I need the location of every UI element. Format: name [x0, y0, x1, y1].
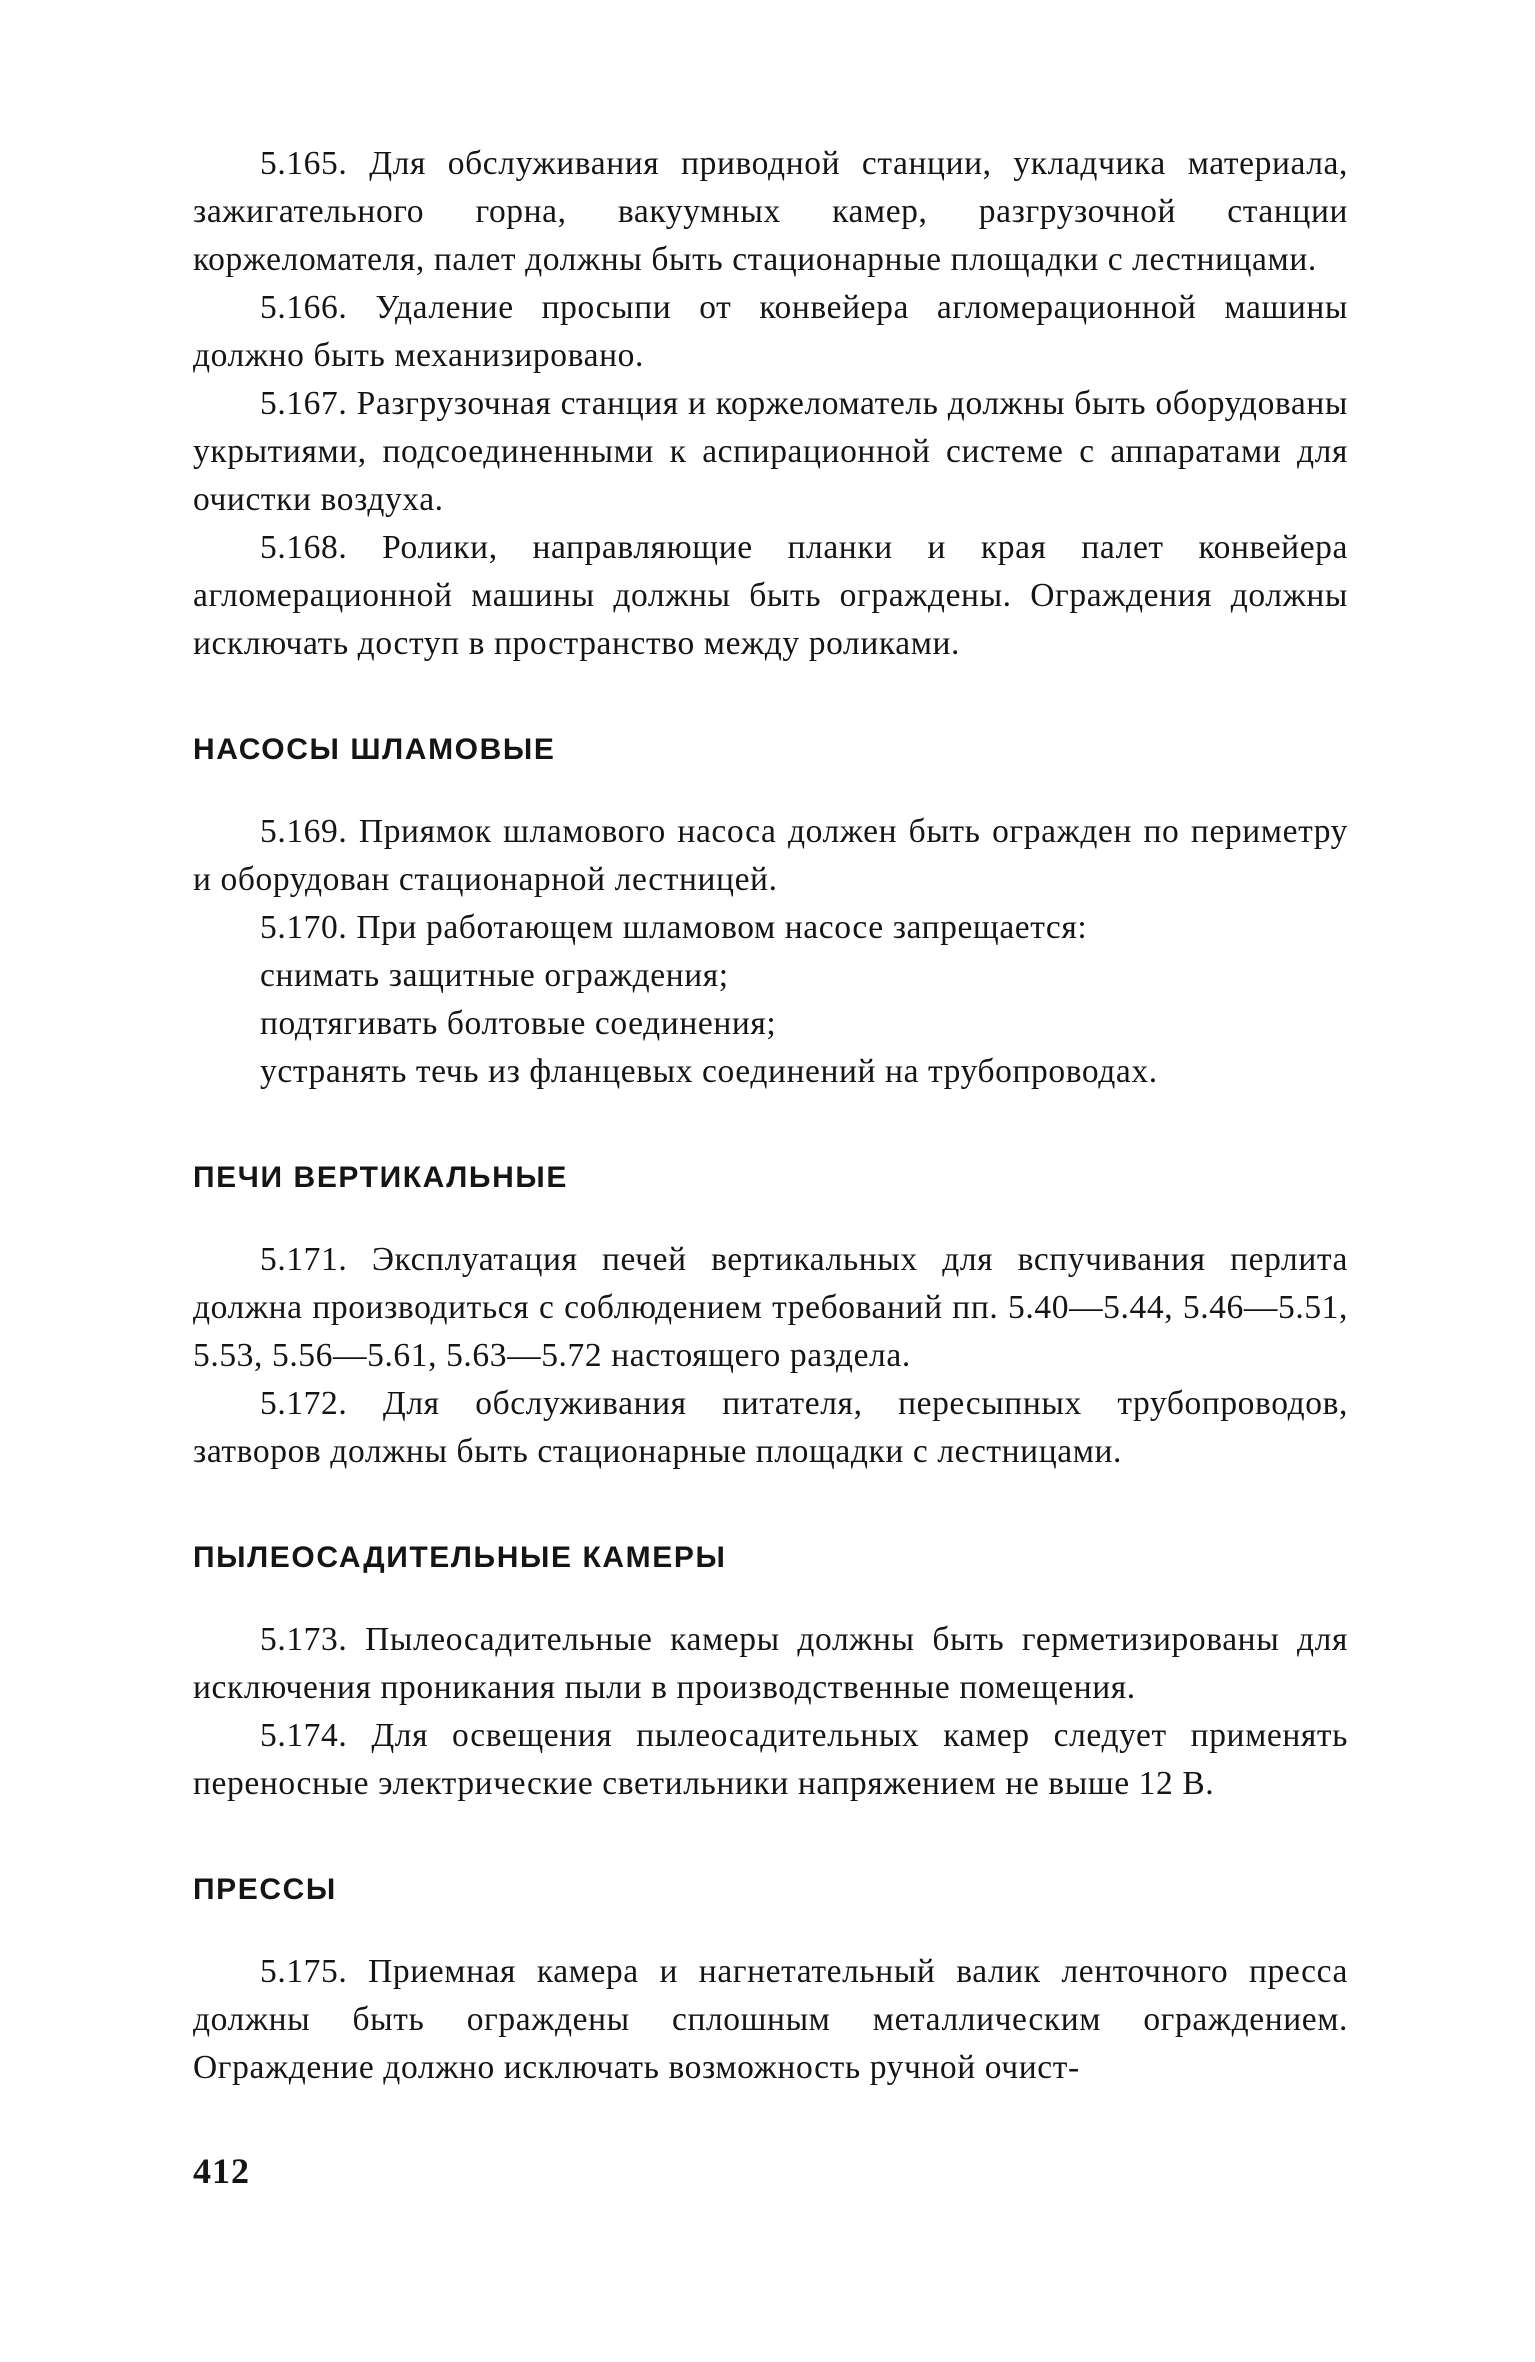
paragraph-number: 5.174.	[260, 1717, 348, 1754]
paragraph-number: 5.168.	[260, 529, 348, 566]
paragraph-text: Пылеосадительные камеры должны быть герметизированы для исключения проникания пыли в производственные помещения.	[193, 1621, 1348, 1706]
paragraph-text: При работающем шламовом насосе запрещается:	[356, 909, 1088, 946]
paragraph-number: 5.167.	[260, 385, 348, 422]
paragraph-5-171	[193, 1236, 1348, 1380]
section-heading-furnaces: ПЕЧИ ВЕРТИКАЛЬНЫЕ	[193, 1161, 568, 1194]
paragraph-number: 5.165.	[260, 145, 348, 182]
paragraph-number: 5.170.	[260, 909, 348, 946]
section-heading-dust-chambers: ПЫЛЕОСАДИТЕЛЬНЫЕ КАМЕРЫ	[193, 1541, 727, 1574]
paragraph-text: Приямок шламового насоса должен быть огражден по периметру и оборудован стационарной лестницей.	[193, 813, 1348, 898]
page-number: 412	[193, 2151, 250, 2191]
paragraph-number: 5.173.	[260, 1621, 348, 1658]
paragraph-text: Для обслуживания питателя, пересыпных трубопроводов, затворов должны быть стационарные площадки с лестницами.	[193, 1385, 1348, 1470]
section-heading-pumps: НАСОСЫ ШЛАМОВЫЕ	[193, 733, 556, 766]
list-item: устранять течь из фланцевых соединений на трубопроводах.	[260, 1053, 1158, 1090]
paragraph-5-166	[193, 284, 1348, 380]
paragraph-5-173	[193, 1616, 1348, 1712]
paragraph-number: 5.166.	[260, 289, 348, 326]
paragraph-text: Разгрузочная станция и коржеломатель должны быть оборудованы укрытиями, подсоединенными к аспирационной системе с аппаратами для очистки воздуха.	[193, 385, 1349, 518]
paragraph-text: Эксплуатация печей вертикальных для вспучивания перлита должна производиться с соблюдением требований пп. 5.40—5.44, 5.46—5.51, 5.53, 5.56—5.61, 5.63—5.72 настоящего раздела.	[193, 1241, 1348, 1374]
paragraph-number: 5.172.	[260, 1385, 348, 1422]
paragraph-number: 5.171.	[260, 1241, 348, 1278]
paragraph-text: Приемная камера и нагнетательный валик ленточного пресса должны быть ограждены сплошным металлическим ограждением. Ограждение должно исключать возможность ручной очист-	[193, 1953, 1348, 2086]
list-item: подтягивать болтовые соединения;	[260, 1005, 777, 1042]
paragraph-5-175	[193, 1948, 1348, 2092]
paragraph-text: Ролики, направляющие планки и края палет конвейера агломерационной машины должны быть ограждены. Ограждения должны исключать доступ в пространство между роликами.	[193, 529, 1348, 662]
paragraph-5-167	[193, 380, 1348, 524]
page-body	[193, 140, 1348, 2092]
paragraph-5-165	[193, 140, 1348, 284]
paragraph-5-169	[193, 808, 1348, 904]
paragraph-text: Для освещения пылеосадительных камер следует применять переносные электрические светильники напряжением не выше 12 В.	[193, 1717, 1348, 1802]
list-item: снимать защитные ограждения;	[260, 957, 729, 994]
paragraph-5-168	[193, 524, 1348, 668]
paragraph-number: 5.175.	[260, 1953, 348, 1990]
paragraph-number: 5.169.	[260, 813, 348, 850]
section-heading-presses: ПРЕССЫ	[193, 1873, 337, 1906]
paragraph-text: Удаление просыпи от конвейера агломерационной машины должно быть механизировано.	[193, 289, 1349, 374]
paragraph-5-172	[193, 1380, 1348, 1476]
paragraph-text: Для обслуживания приводной станции, укладчика материала, зажигательного горна, вакуумных камер, разгрузочной станции коржеломателя, палет должны быть стационарные площадки с лестницами.	[193, 145, 1348, 278]
paragraph-5-170	[193, 904, 1348, 952]
paragraph-5-174	[193, 1712, 1348, 1808]
